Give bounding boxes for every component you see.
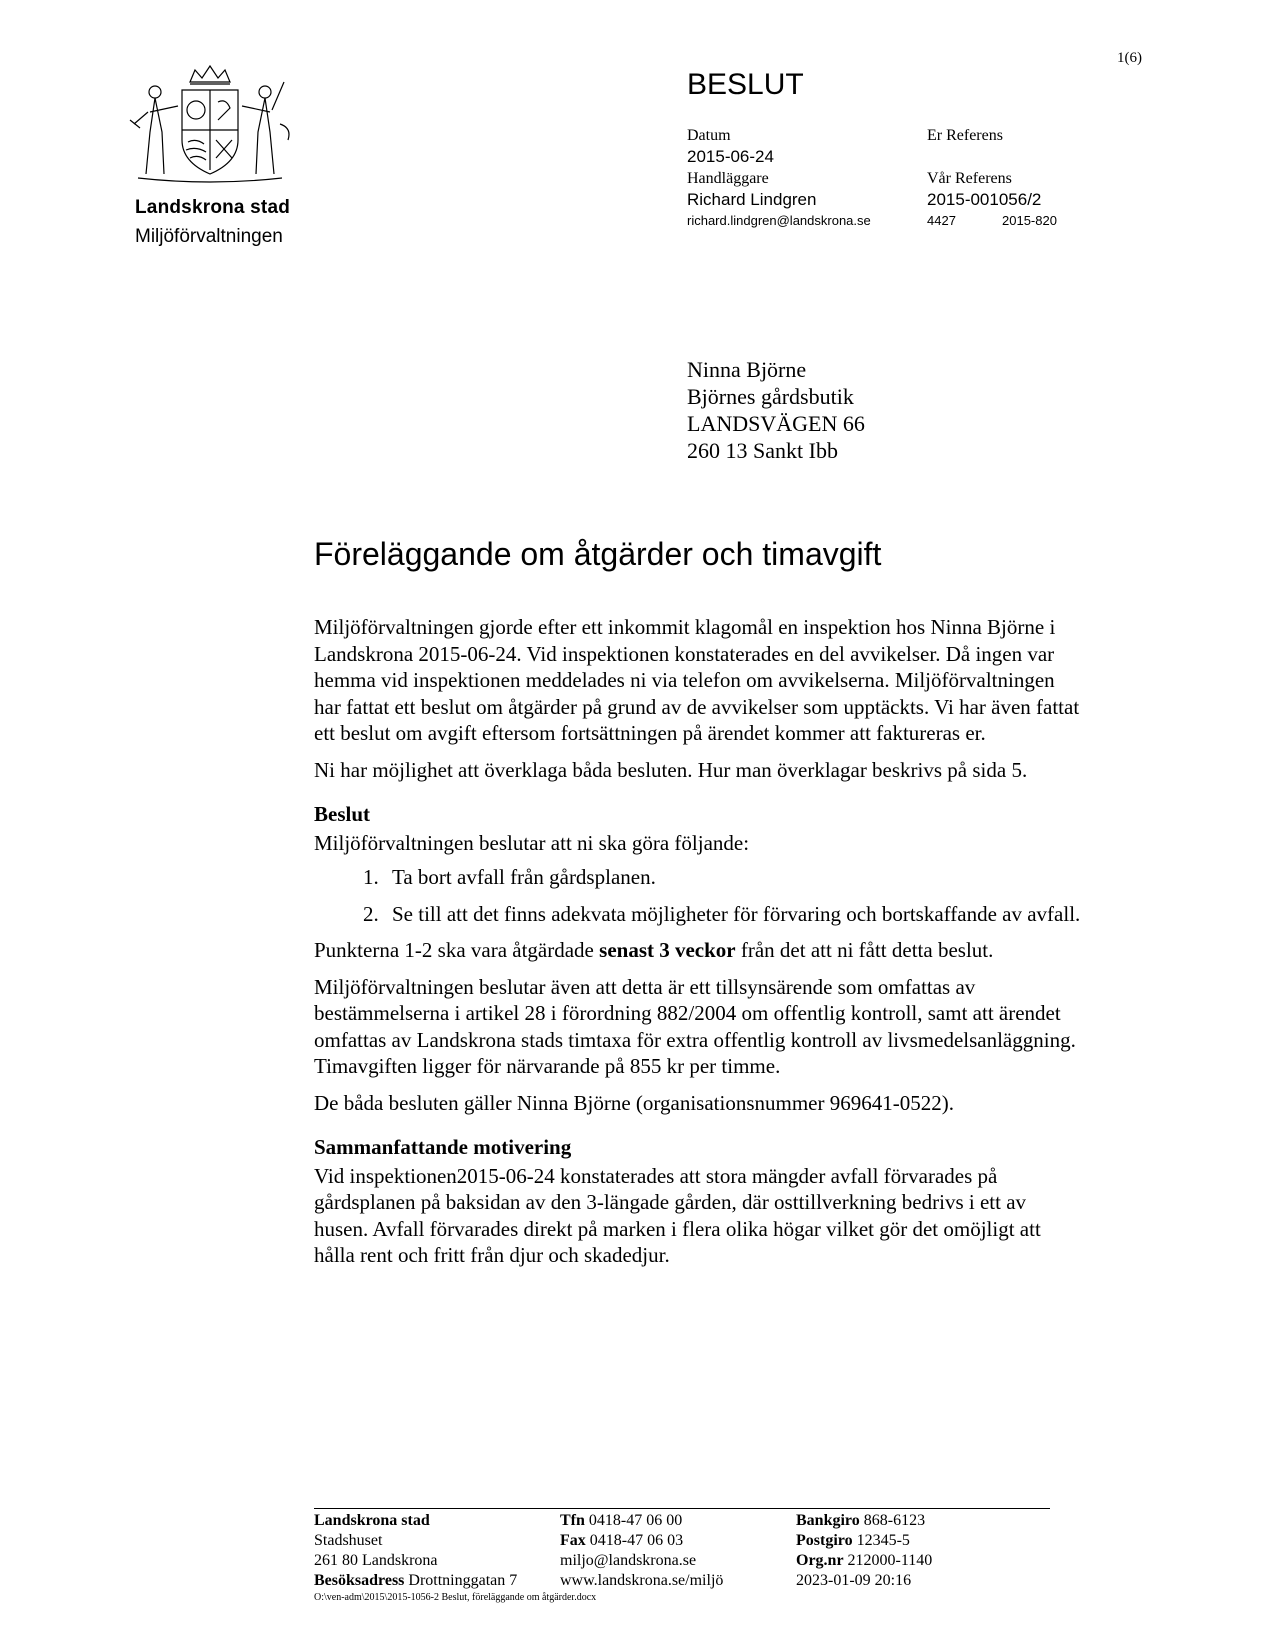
recipient-address (687, 356, 865, 464)
intro-paragraph: Miljöförvaltningen gjorde efter ett inkommit klagomål en inspektion hos Ninna Björne i Landskrona 2015-06-24. Vid inspektionen konstaterades en del avvikelser. Då ingen var hemma vid inspektionen meddelades ni via telefon om avvikelserna. Miljöförvaltningen har fattat ett beslut om åtgärder på grund av de avvikelser som upptäckts. Vi har även fattat ett beslut om avgift eftersom fortsättningen på ärendet kommer att faktureras er. (314, 615, 1080, 745)
footer-building: Stadshuset (314, 1532, 383, 1549)
footer-fax-label: Fax (560, 1532, 586, 1549)
footer-file-path: O:\ven-adm\2015\2015-1056-2 Beslut, föreläggande om åtgärder.docx (314, 1592, 597, 1603)
recipient-name: Ninna Björne (687, 357, 807, 382)
handlaggare-label: Handläggare (687, 170, 769, 187)
beslut-intro: Miljöförvaltningen beslutar att ni ska göra följande: (314, 830, 750, 855)
footer-visit-label: Besöksadress (314, 1572, 405, 1589)
footer-payment-column (796, 1511, 932, 1591)
action-item: 1. Ta bort avfall från gårdsplanen. (384, 864, 1084, 891)
datum-value: 2015-06-24 (687, 147, 774, 166)
deadline-emphasis: senast 3 veckor (599, 938, 736, 962)
recipient-street: LANDSVÄGEN 66 (687, 411, 865, 436)
footer-postgiro: 12345-5 (856, 1532, 910, 1549)
footer-orgnr-label: Org.nr (796, 1552, 844, 1569)
footer-visit-value: Drottninggatan 7 (408, 1572, 518, 1589)
footer-tfn: 0418-47 06 00 (588, 1512, 683, 1529)
recipient-postal: 260 13 Sankt Ibb (687, 438, 838, 463)
beslut-heading: Beslut (314, 802, 371, 826)
ref-code-2: 2015-820 (1002, 213, 1057, 228)
sender-org-name: Landskrona stad (135, 197, 291, 218)
footer-address-column (314, 1511, 517, 1591)
document-type: BESLUT (687, 68, 804, 101)
footer-web[interactable]: www.landskrona.se/miljö (560, 1572, 724, 1589)
var-referens-value: 2015-001056/2 (927, 190, 1042, 209)
var-referens-label: Vår Referens (927, 170, 1012, 187)
footer-orgnr: 212000-1140 (847, 1552, 933, 1569)
ref-code-1: 4427 (927, 213, 956, 228)
motivering-heading: Sammanfattande motivering (314, 1135, 572, 1159)
fee-paragraph: Miljöförvaltningen beslutar även att detta är ett tillsynsärende som omfattas av bestämmelserna i artikel 28 i förordning 882/2004 om offentlig kontroll, samt att ärendet omfattas av Landskrona stads timtaxa för extra offentlig kontroll av livsmedelsanläggning. Timavgiften ligger för närvarande på 855 kr per timme. (314, 974, 1076, 1078)
footer-timestamp: 2023-01-09 20:16 (796, 1572, 912, 1589)
action-list (314, 864, 1084, 927)
footer-fax: 0418-47 06 03 (589, 1532, 684, 1549)
datum-label: Datum (687, 127, 731, 144)
handlaggare-value: Richard Lindgren (687, 190, 817, 209)
er-referens-label: Er Referens (927, 127, 1003, 144)
action-item: 2. Se till att det finns adekvata möjligheter för förvaring och bortskaffande av avfall. (384, 901, 1084, 928)
appeal-paragraph: Ni har möjlighet att överklaga båda besluten. Hur man överklagar beskrivs på sida 5. (314, 757, 1028, 782)
footer-postal: 261 80 Landskrona (314, 1552, 438, 1569)
document-title: Föreläggande om åtgärder och timavgift (314, 536, 882, 572)
footer-divider (314, 1508, 1050, 1509)
page-number: 1(6) (1117, 50, 1142, 66)
deadline-text-end: från det att ni fått detta beslut. (735, 938, 994, 962)
handlaggare-email[interactable]: richard.lindgren@landskrona.se (687, 213, 871, 228)
coat-of-arms-icon (120, 62, 300, 192)
footer-bankgiro-label: Bankgiro (796, 1512, 860, 1529)
deadline-paragraph (314, 937, 1084, 964)
sender-department: Miljöförvaltningen (135, 226, 283, 247)
footer-contact-column (560, 1511, 723, 1591)
footer-org-name: Landskrona stad (314, 1512, 430, 1529)
document-body (314, 614, 1084, 1279)
recipient-company: Björnes gårdsbutik (687, 384, 854, 409)
footer-tfn-label: Tfn (560, 1512, 585, 1529)
footer-postgiro-label: Postgiro (796, 1532, 853, 1549)
motivering-paragraph: Vid inspektionen2015-06-24 konstaterades att stora mängder avfall förvarades på gårdsplanen på baksidan av den 3-längade gården, där osttillverkning bedrivs i ett av husen. Avfall förvarades direkt på marken i flera olika högar vilket gör det omöjligt att hålla rent och fritt från djur och skadedjur. (314, 1163, 1041, 1267)
footer-email[interactable]: miljo@landskrona.se (560, 1552, 697, 1569)
deadline-text: Punkterna 1-2 ska vara åtgärdade (314, 938, 600, 962)
footer-bankgiro: 868-6123 (863, 1512, 926, 1529)
applies-to-paragraph: De båda besluten gäller Ninna Björne (organisationsnummer 969641-0522). (314, 1090, 954, 1115)
